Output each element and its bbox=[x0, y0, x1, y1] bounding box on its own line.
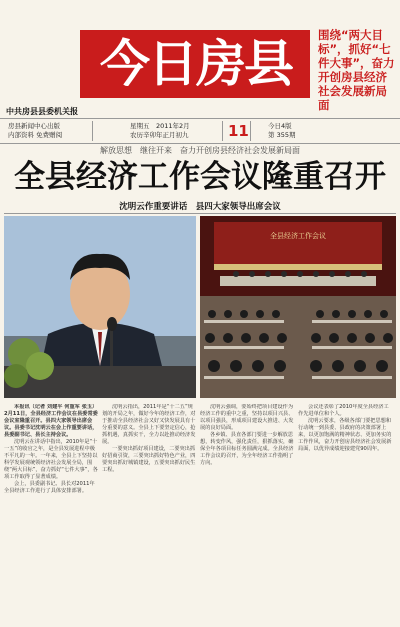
divider bbox=[4, 213, 396, 214]
article-column-3 bbox=[200, 404, 294, 622]
article-paragraph: 会议还表彰了2010年度全县经济工作先进单位和个人。 bbox=[298, 404, 389, 417]
publisher-info bbox=[8, 122, 62, 140]
edition-info bbox=[268, 122, 295, 140]
page-count: 今日4版 bbox=[268, 122, 292, 130]
issue-date bbox=[130, 122, 190, 140]
article-paragraph: 会上，县委副书记、县长对2011年全县经济工作进行了具体安排部署。 bbox=[4, 481, 95, 494]
publisher-line: 房县新闻中心出版 bbox=[8, 122, 60, 130]
meeting-hall-illustration bbox=[200, 216, 396, 398]
masthead-promo-slogan: 围绕“两大目标”，抓好“七件大事”，奋力开创房县经济社会发展新局面 bbox=[318, 28, 395, 112]
article-paragraph: 一要突出抓好项目建设，二要突出抓好招商引资，三要突出抓好特色产业，四要突出抓好城镇建设，五要突出抓好民生工程。 bbox=[102, 446, 196, 473]
sponsor-line: 中共房县县委机关报 bbox=[6, 107, 78, 116]
gregorian-date: 星期五 2011年2月 bbox=[130, 122, 190, 130]
newspaper-logo: 今日房县 bbox=[100, 34, 292, 93]
lunar-date: 农历辛卯年正月初九 bbox=[130, 131, 189, 139]
article-paragraph: 沈明云在讲话中指出，2010年是“十一五”的收官之年，是全县发展进程中极不平凡的一年。一年来，全县上下坚持以科学发展观统领经济社会发展全局，围绕“两大目标”，奋力抓好“七件大事”，各项工作取得了显著成绩。 bbox=[4, 439, 98, 480]
article-paragraph: 沈明云强调，要始终把项目建设作为经济工作的重中之重，坚持以项目兴县、以项目强县，形成项目建设大推进、大发展的良好局面。 bbox=[200, 404, 294, 431]
article-column-2 bbox=[102, 404, 196, 622]
issue-number: 11 bbox=[228, 122, 249, 140]
speaker-illustration bbox=[4, 216, 196, 398]
edition-number: 第 355期 bbox=[268, 131, 296, 139]
issue-info-bar bbox=[0, 118, 400, 144]
meeting-hall-photo bbox=[200, 216, 396, 398]
speaker-photo bbox=[4, 216, 196, 398]
kicker-slogan: 解放思想 继往开来 奋力开创房县经济社会发展新局面 bbox=[100, 146, 300, 155]
main-headline: 全县经济工作会议隆重召开 bbox=[14, 159, 386, 195]
distribution-line: 内部资料 免费赠阅 bbox=[8, 131, 63, 139]
hall-banner-text: 全县经济工作会议 bbox=[270, 232, 326, 240]
article-paragraph: 沈明云要求，各级各部门要把思想和行动统一到县委、县政府的决策部署上来，以更加饱满的精神状态、更加务实的工作作风，奋力开创房县经济社会发展新局面，以优异成绩迎接建党90周年。 bbox=[298, 418, 392, 452]
article-paragraph: 各乡镇、县直各部门要进一步解放思想，转变作风，强化责任，狠抓落实，确保全年各项目标任务圆满完成。全县经济工作会议的召开，为全年经济工作指明了方向。 bbox=[200, 432, 294, 466]
article-paragraph: 沈明云指出，2011年是“十二五”规划的开局之年，做好今年的经济工作，对于推动全县经济社会又好又快发展具有十分重要的意义。全县上下要坚定信心，抢抓机遇，真抓实干，全力以赴推动经济发展。 bbox=[102, 404, 196, 445]
article-column-4 bbox=[298, 404, 392, 622]
article-column-1 bbox=[4, 404, 98, 622]
subheadline: 沈明云作重要讲话 县四大家领导出席会议 bbox=[119, 202, 281, 212]
article-paragraph: 本报讯（记者 刘建平 何重军 张玉）2月11日，全县经济工作会议在县委常委会议室隆重召开。县四大家领导出席会议。县委书记沈明云在会上作重要讲话，县委副书记、县长主持会议。 bbox=[4, 404, 98, 438]
